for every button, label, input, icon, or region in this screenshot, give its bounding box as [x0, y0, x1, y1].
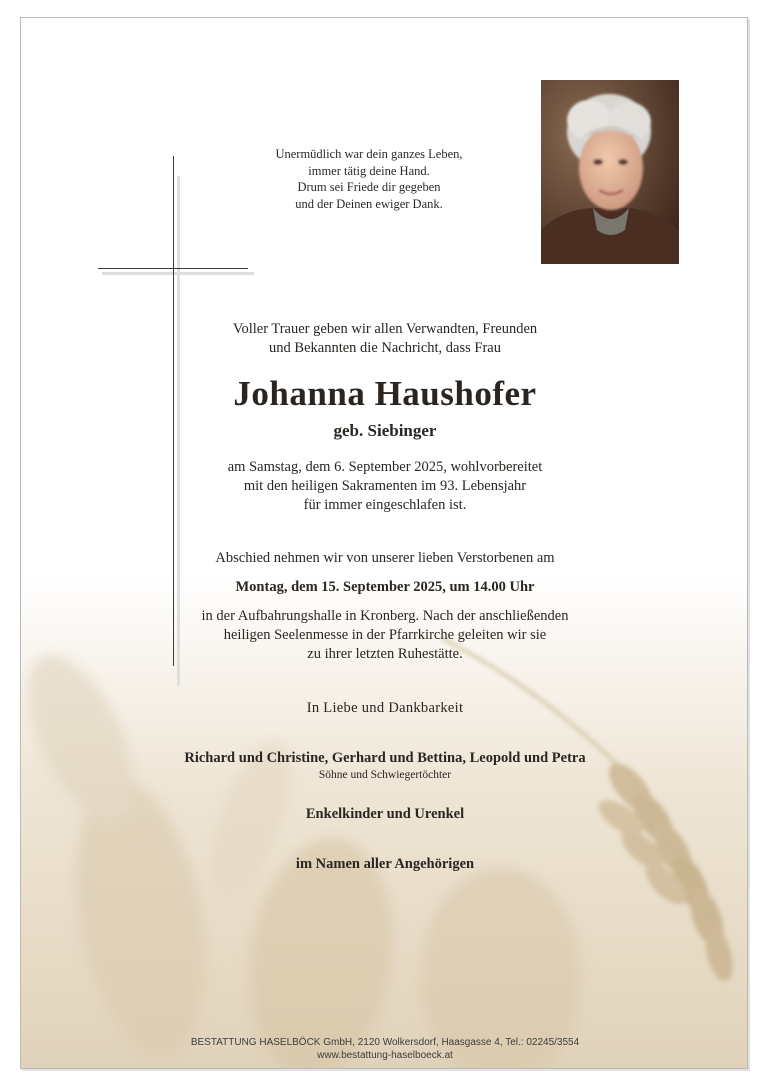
mourners-children: Richard und Christine, Gerhard und Bettina, Leopold und Petra	[184, 750, 586, 766]
cross-horizontal-bar	[98, 268, 248, 269]
footer-company-line: BESTATTUNG HASELBÖCK GmbH, 2120 Wolkersdorf, Haasgasse 4, Tel.: 02245/3554	[190, 1037, 580, 1048]
funeral-place	[21, 607, 748, 664]
mourners-children-label: Söhne und Schwiegertöchter	[318, 769, 452, 781]
mourners-grandchildren: Enkelkinder und Urenkel	[305, 806, 465, 822]
death-notice-line: für immer eingeschlafen ist.	[303, 497, 467, 513]
wheat-background-image	[21, 618, 748, 1069]
deceased-name: Johanna Haushofer	[233, 374, 537, 413]
memorial-poem	[249, 146, 489, 212]
maiden-name: geb. Siebinger	[333, 421, 437, 440]
intro-text	[21, 320, 748, 358]
poem-line: immer tätig deine Hand.	[308, 163, 430, 178]
funeral-place-line: in der Aufbahrungshalle in Kronberg. Nach der anschließenden	[201, 608, 569, 624]
poem-line: und der Deinen ewiger Dank.	[295, 196, 443, 211]
obituary-card	[20, 17, 748, 1069]
death-notice-line: mit den heiligen Sakramenten im 93. Lebensjahr	[243, 478, 527, 494]
funeral-place-line: heiligen Seelenmesse in der Pfarrkirche geleiten wir sie	[223, 627, 547, 643]
death-notice-line: am Samstag, dem 6. September 2025, wohlvorbereitet	[227, 459, 543, 475]
poem-line: Drum sei Friede dir gegeben	[297, 180, 441, 194]
poem-line: Unermüdlich war dein ganzes Leben,	[275, 147, 463, 161]
portrait-photo	[541, 80, 679, 264]
cross-shadow-horizontal	[102, 272, 254, 275]
closing-phrase: In Liebe und Dankbarkeit	[306, 700, 464, 716]
funeral-place-line: zu ihrer letzten Ruhestätte.	[307, 646, 463, 662]
death-notice	[21, 458, 748, 515]
intro-line: und Bekannten die Nachricht, dass Frau	[269, 340, 501, 356]
funeral-date: Montag, dem 15. September 2025, um 14.00 Uhr	[235, 579, 535, 595]
farewell-intro: Abschied nehmen wir von unserer lieben Verstorbenen am	[215, 550, 555, 566]
footer-website: www.bestattung-haselboeck.at	[317, 1050, 453, 1061]
mourners-on-behalf: im Namen aller Angehörigen	[295, 856, 475, 872]
intro-line: Voller Trauer geben wir allen Verwandten, Freunden	[232, 321, 538, 337]
